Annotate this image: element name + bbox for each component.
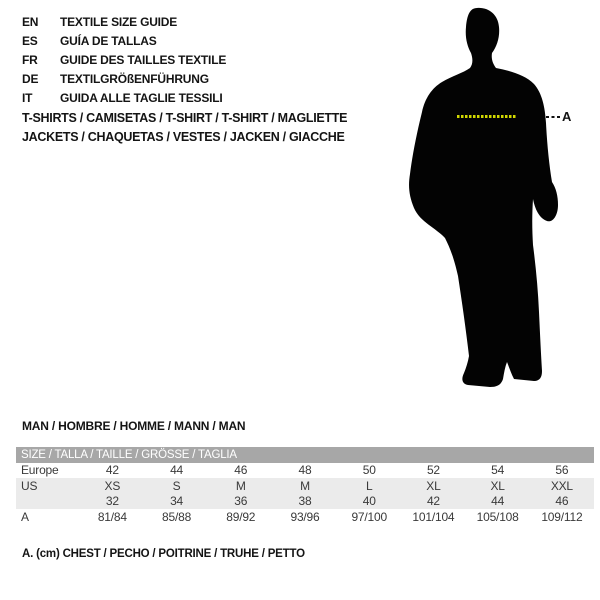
size-cell: 40 <box>337 494 401 510</box>
chest-measure-dashed-line <box>457 115 516 118</box>
language-code: EN <box>22 15 39 29</box>
language-row <box>22 32 226 51</box>
size-cell: 52 <box>426 463 440 478</box>
size-cell: M <box>273 478 337 494</box>
measure-label-a: A <box>562 109 572 124</box>
language-code: IT <box>22 91 33 105</box>
size-cell: 89/92 <box>226 509 256 524</box>
language-guide-list <box>22 13 226 108</box>
measurement-footnote: A. (cm) CHEST / PECHO / POITRINE / TRUHE / PETTO <box>22 548 305 560</box>
language-title: TEXTILE SIZE GUIDE <box>60 15 178 29</box>
size-cell: 97/100 <box>351 509 387 524</box>
size-cell: XL <box>401 478 465 494</box>
size-table-header: SIZE / TALLA / TAILLE / GRÖSSE / TAGLIA <box>16 447 594 463</box>
size-cell: 38 <box>273 494 337 510</box>
size-cell: 93/96 <box>290 509 320 524</box>
man-silhouette <box>400 0 600 400</box>
category-line-tshirts: T-SHIRTS / CAMISETAS / T-SHIRT / T-SHIRT / MAGLIETTE <box>22 111 348 125</box>
language-row <box>22 70 226 89</box>
size-row-chest-cm <box>16 509 594 525</box>
size-cell: 36 <box>209 494 273 510</box>
size-cell: 42 <box>401 494 465 510</box>
row-label: US <box>16 478 80 494</box>
language-code: DE <box>22 72 39 86</box>
size-cell: XS <box>80 478 144 494</box>
language-code: FR <box>22 53 38 67</box>
size-cell: 54 <box>491 463 505 478</box>
language-title: GUÍA DE TALLAS <box>60 34 157 48</box>
size-cell: XL <box>466 478 530 494</box>
size-cell: 56 <box>555 463 569 478</box>
size-row-europe <box>16 463 594 479</box>
section-title-man: MAN / HOMBRE / HOMME / MANN / MAN <box>22 419 246 433</box>
size-cell: M <box>209 478 273 494</box>
size-cell: 105/108 <box>476 509 519 524</box>
size-cell: 85/88 <box>162 509 192 524</box>
size-row-us <box>16 478 594 494</box>
size-cell: 109/112 <box>541 509 583 524</box>
size-cell: S <box>144 478 208 494</box>
language-title: GUIDA ALLE TAGLIE TESSILI <box>60 91 223 105</box>
size-cell: 101/104 <box>412 509 455 524</box>
size-cell: 46 <box>234 463 248 478</box>
size-row-us-numeric <box>16 494 594 510</box>
language-title: TEXTILGRÖßENFÜHRUNG <box>60 72 209 86</box>
language-title: GUIDE DES TAILLES TEXTILE <box>60 53 227 67</box>
size-cell: 42 <box>105 463 119 478</box>
size-cell: L <box>337 478 401 494</box>
row-label: Europe <box>21 463 59 478</box>
language-code: ES <box>22 34 38 48</box>
row-label <box>16 494 80 510</box>
size-table <box>16 447 594 525</box>
size-cell: 81/84 <box>97 509 127 524</box>
garment-categories <box>22 109 347 147</box>
language-row <box>22 13 226 32</box>
language-row <box>22 89 226 108</box>
size-cell: 48 <box>298 463 312 478</box>
size-cell: 44 <box>170 463 184 478</box>
language-row <box>22 51 226 70</box>
size-cell: 34 <box>144 494 208 510</box>
category-line-jackets: JACKETS / CHAQUETAS / VESTES / JACKEN / GIACCHE <box>22 130 345 144</box>
size-cell: 32 <box>80 494 144 510</box>
size-cell: 44 <box>466 494 530 510</box>
size-table-header-row <box>16 447 594 463</box>
row-label: A <box>21 509 29 524</box>
size-cell: 46 <box>530 494 594 510</box>
size-cell: 50 <box>362 463 376 478</box>
size-cell: XXL <box>530 478 594 494</box>
measure-pointer-dashed-line <box>546 116 561 118</box>
